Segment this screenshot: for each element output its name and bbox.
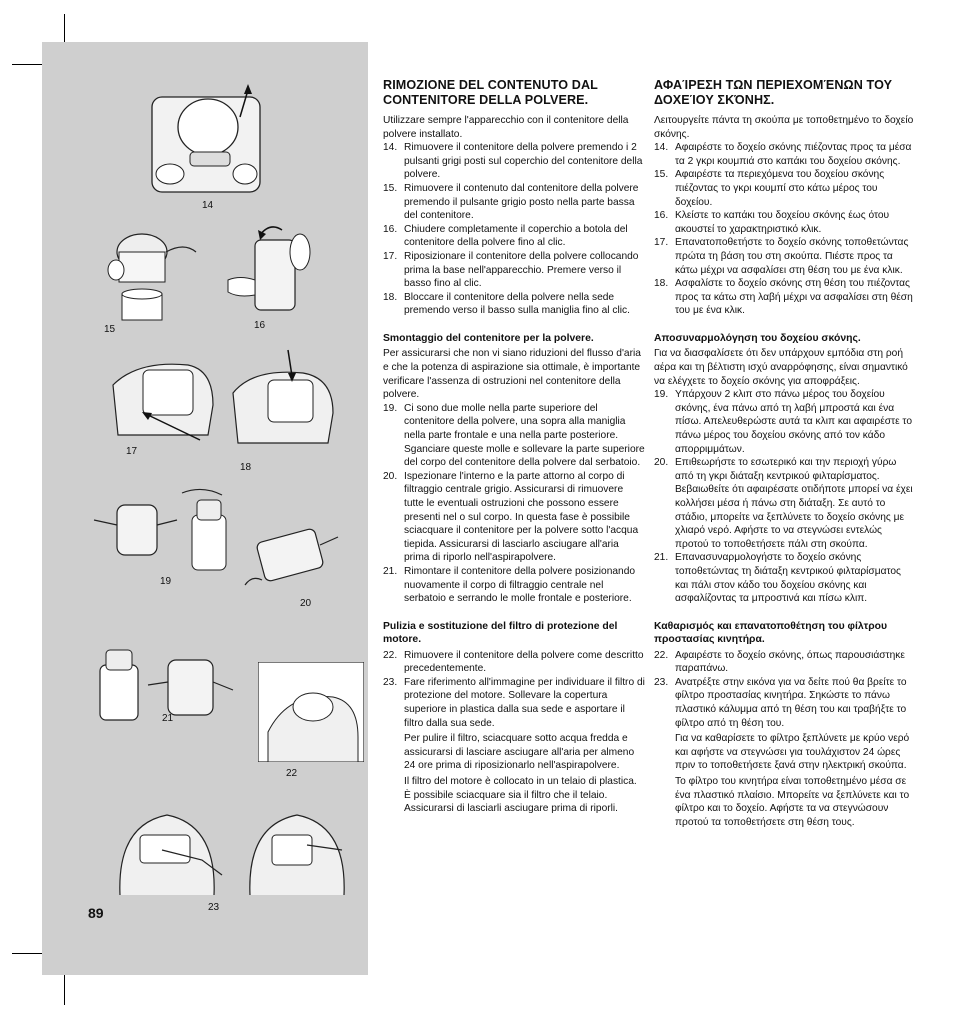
list-item: 14. Rimuovere il contenitore della polvere premendo i 2 pulsanti grigi posti sul coperchio del contenitore della polvere. [383,142,643,181]
greek-column [654,78,916,829]
figure-label: 20 [300,598,312,609]
intro-text: Utilizzare sempre l'apparecchio con il contenitore della polvere installato. [383,115,629,140]
step-list [654,649,916,830]
subsection-title: Καθαρισμός και επανατοποθέτηση του φίλτρου προστασίας κινητήρα. [654,620,888,646]
figure-label: 19 [160,576,172,587]
step-note: Per pulire il filtro, sciacquare sotto acqua fredda e assicurarsi di lasciare asciugare all'aria per almeno 24 ore prima di riposizionarlo nell'aspirapolvere. [404,733,635,772]
illustration-fig-20 [240,525,340,595]
page-number: 89 [88,905,104,921]
list-item: 22. Αφαιρέστε το δοχείο σκόνης, όπως παρουσιάστηκε παραπάνω. [654,649,905,675]
list-item: 23. Fare riferimento all'immagine per individuare il filtro di protezione del motore. Sollevare la copertura superiore in plastica dalla sua sede e asportare il filtro dalla sua sede. Per pulire il filtro, sciacquare sotto acqua fredda e assicurarsi di lasciare asciugare all'aria per almeno 24 ore prima di riposizionarlo nell'aspirapolvere. Il filtro del motore è collocato in un telaio di plastica. È possibile sciacquare sia il filtro che il telaio. Assicurarsi di lasciarli asciugare prima di riporli. [383,676,645,815]
illustration-fig-15 [104,222,199,322]
list-item: 15. Αφαιρέστε τα περιεχόμενα του δοχείου σκόνης πιέζοντας το γκρι κουμπί στο κάτω μέρος του δοχείου. [654,169,885,208]
intro-text: Λειτουργείτε πάντα τη σκούπα με τοποθετημένο το δοχείο σκόνης. [654,115,914,140]
illustration-fig-23 [112,805,362,900]
illustration-fig-19 [92,485,242,580]
step-list [383,402,645,606]
list-item: 14. Αφαιρέστε το δοχείο σκόνης πιέζοντας προς τα μέσα τα 2 γκρι κουμπιά στο καπάκι του δοχείου σκόνης. [654,142,912,167]
figure-label: 21 [162,713,174,724]
subsection-title: Αποσυναρμολόγηση του δοχείου σκόνης. [654,332,861,344]
list-item: 21. Rimontare il contenitore della polvere posizionando nuovamente il corpo di filtraggio centrale nel serbatoio e serrando le molle frontale e posteriore. [383,565,636,605]
list-item: 20. Ispezionare l'interno e la parte attorno al corpo di filtraggio centrale grigio. Assicurarsi di rimuovere tutte le eventuali ostruzioni che possono essere presenti nel o sul corpo. In questa fase è possibile sciacquare il contenitore per la polvere sotto l'acqua tiepida. Assicurarsi di lasciarlo asciugare all'aria prima di riporlo nell'aspirapolvere. [383,470,639,564]
list-item: 19. Ci sono due molle nella parte superiore del contenitore della polvere, una sopra alla maniglia nella parte frontale e una nella parte posteriore. Sganciare queste molle e sollevare la parte superiore del corpo del contenitore della polvere dal serbatoio. [383,402,645,469]
intro-text: Για να διασφαλίσετε ότι δεν υπάρχουν εμπόδια στη ροή αέρα και τη βέλτιστη ισχύ αναρρόφησης, είναι σημαντικό να ελέγχετε το δοχείο σκόνης για αποφράξεις. [654,348,908,387]
list-item: 15. Rimuovere il contenuto dal contenitore della polvere premendo il pulsante grigio posto nella parte bassa del contenitore. [383,182,639,222]
intro-text: Per assicurarsi che non vi siano riduzioni del flusso d'aria e che la potenza di aspirazione sia ottimale, è importante verificare l'assenza di ostruzioni nel contenitore della polvere. [383,348,641,401]
step-list [383,649,645,816]
section-title: RIMOZIONE DEL CONTENUTO DAL CONTENITORE DELLA POLVERE. [383,78,598,107]
figure-label: 14 [202,200,214,211]
figure-label: 15 [104,324,116,335]
step-list [654,141,916,318]
figure-label: 17 [126,446,138,457]
list-item: 18. Ασφαλίστε το δοχείο σκόνης στη θέση του πιέζοντας προς τα κάτω στη λαβή μέχρι να ασφαλίσει στη θέση του με ένα κλικ. [654,278,913,317]
figure-label: 18 [240,462,252,473]
illustration-fig-16 [220,220,320,320]
illustration-fig-22 [258,662,364,762]
subsection-title: Pulizia e sostituzione del filtro di protezione del motore. [383,620,618,646]
list-item: 17. Επανατοποθετήστε το δοχείο σκόνης τοποθετώντας πρώτα τη βάση του στη σκούπα. Πιέστε προς τα κάτω μέχρι να ασφαλίσει στη θέση του με ένα κλικ. [654,237,909,276]
italian-column [383,78,645,816]
step-list [654,388,916,606]
illustration-fig-17 [108,355,218,445]
figure-label: 16 [254,320,266,331]
subsection-title: Smontaggio del contenitore per la polvere. [383,332,594,344]
illustration-fig-14 [150,82,265,194]
list-item: 23. Ανατρέξτε στην εικόνα για να δείτε πού θα βρείτε το φίλτρο προστασίας κινητήρα. Σηκώστε το πάνω πλαστικό κάλυμμα από τη θέση του και τραβήξτε το φίλτρο από τη θέση του. Για να καθαρίσετε το φίλτρο ξεπλύνετε με κρύο νερό και αφήστε να στεγνώσει για τουλάχιστον 24 ώρες πριν το τοποθετήσετε ξανά στην ηλεκτρική σκούπα. Το φίλτρο του κινητήρα είναι τοποθετημένο μέσα σε ένα πλαστικό πλαίσιο. Μπορείτε να ξεπλύνετε και το φίλτρο και το δοχείο. Αφήστε τα να στεγνώσουν προτού τα τοποθετήσετε στη θέση τους. [654,676,916,830]
step-note: Για να καθαρίσετε το φίλτρο ξεπλύνετε με κρύο νερό και αφήστε να στεγνώσει για τουλάχιστον 24 ώρες πριν το τοποθετήσετε ξανά στην ηλεκτρική σκούπα. [675,733,910,772]
list-item: 16. Chiudere completamente il coperchio a botola del contenitore della polvere fino al clic. [383,223,628,249]
list-item: 18. Bloccare il contenitore della polvere nella sede premendo verso il basso sulla maniglia fino al clic. [383,291,630,317]
list-item: 20. Επιθεωρήστε το εσωτερικό και την περιοχή γύρω από τη γκρι διάταξη κεντρικού φιλταρίσματος. Βεβαιωθείτε ότι αφαιρέσατε οτιδήποτε μπορεί να έχει κολλήσει μέσα ή πάνω στη διάταξη. Σε αυτό το στάδιο, μπορείτε να ξεπλύνετε το δοχείο σκόνης με χλιαρό νερό. Αφήστε το να στεγνώσει εντελώς προτού το τοποθετήσετε πάλι στη σκούπα. [654,457,913,550]
illustration-fig-18 [228,348,338,448]
section-title: ΑΦΑΊΡΕΣΗ ΤΩΝ ΠΕΡΙΕΧΟΜΈΝΩΝ ΤΟΥ ΔΟΧΕΊΟΥ ΣΚΌΝΗΣ. [654,78,893,107]
list-item: 19. Υπάρχουν 2 κλιπ στο πάνω μέρος του δοχείου σκόνης, ένα πάνω από τη λαβή μπροστά και ένα πίσω. Απελευθερώστε αυτά τα κλιπ και αφαιρέστε το πάνω μέρος του δοχείου σκόνης από τον κάδο απορριμμάτων. [654,389,912,455]
step-note: Il filtro del motore è collocato in un telaio di plastica. È possibile sciacquare sia il filtro che il telaio. Assicurarsi di lasciarli asciugare prima di riporli. [404,776,637,815]
list-item: 21. Επανασυναρμολογήστε το δοχείο σκόνης τοποθετώντας τη διάταξη κεντρικού φιλταρίσματος και πάλι στον κάδο του δοχείου σκόνης και ασφαλίζοντας τα μπροστινά και πίσω κλιπ. [654,552,901,605]
list-item: 22. Rimuovere il contenitore della polvere come descritto precedentemente. [383,649,644,675]
list-item: 16. Κλείστε το καπάκι του δοχείου σκόνης έως ότου ακουστεί το χαρακτηριστικό κλικ. [654,210,890,235]
list-item: 17. Riposizionare il contenitore della polvere collocando prima la base nell'apparecchio. Premere verso il basso fino al clic. [383,250,639,290]
step-list [383,141,645,318]
step-note: Το φίλτρο του κινητήρα είναι τοποθετημένο μέσα σε ένα πλαστικό πλαίσιο. Μπορείτε να ξεπλύνετε και το φίλτρο και το δοχείο. Αφήστε τα να στεγνώσουν προτού τα τοποθετήσετε στη θέση τους. [675,776,910,828]
figure-label: 23 [208,902,220,913]
figure-label: 22 [286,768,298,779]
